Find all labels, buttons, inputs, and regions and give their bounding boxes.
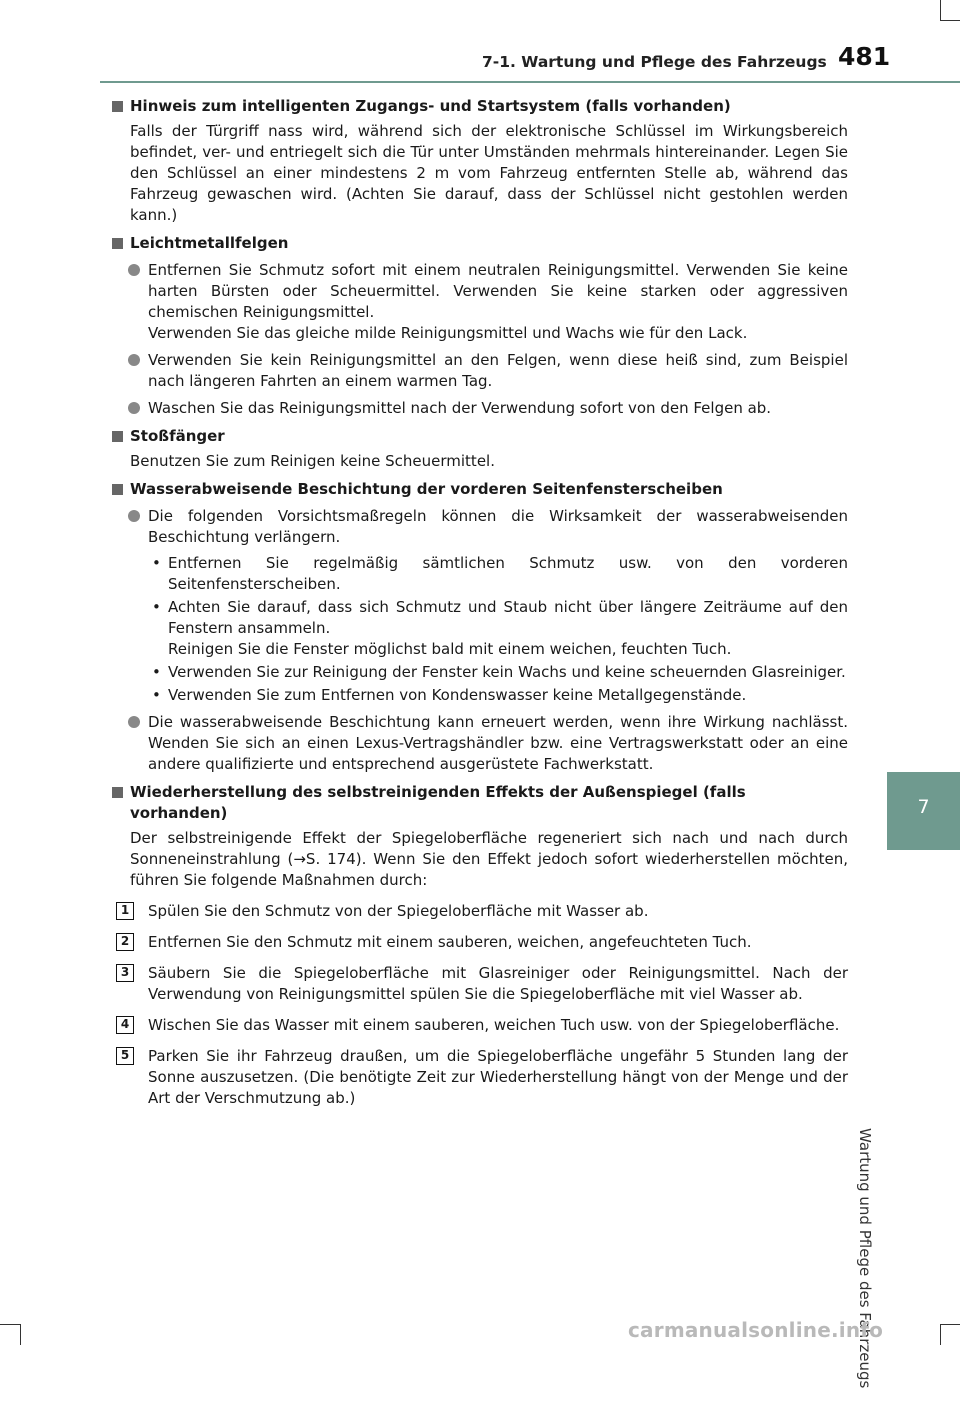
chapter-side-title: Wartung und Pflege des Fahrzeugs <box>856 1128 874 1389</box>
chapter-tab-number: 7 <box>917 796 930 818</box>
square-bullet-icon <box>112 787 123 798</box>
list-item-text: Waschen Sie das Reinigungsmittel nach der Verwendung sofort von den Felgen ab. <box>148 399 772 417</box>
list-item-text: Die folgenden Vorsichtsmaßregeln können die Wirksamkeit der wasserabweisenden Beschichtung verlängern. <box>148 507 848 546</box>
step-item <box>120 932 848 953</box>
square-bullet-icon <box>112 431 123 442</box>
small-dot-icon: • <box>152 663 161 681</box>
crop-mark <box>940 20 960 21</box>
round-bullet-icon <box>128 264 140 276</box>
sub-list-item-text: Achten Sie darauf, dass sich Schmutz und Staub nicht über längere Zeiträume auf den Fenstern ansammeln. <box>168 598 848 637</box>
sub-list-item <box>152 685 848 706</box>
section-heading <box>112 782 848 824</box>
section-heading <box>112 233 848 254</box>
section-title: Wasserabweisende Beschichtung der vorderen Seitenfensterscheiben <box>130 480 723 498</box>
section-title: Wiederherstellung des selbstreinigenden Effekts der Außenspiegel (falls vorhanden) <box>130 783 746 822</box>
square-bullet-icon <box>112 238 123 249</box>
step-text: Säubern Sie die Spiegeloberfläche mit Glasreiniger oder Reinigungsmittel. Nach der Verwendung von Reinigungsmittel spülen Sie die Spiegeloberfläche mit viel Wasser ab. <box>148 964 848 1003</box>
sub-list-item-text: Verwenden Sie zum Entfernen von Kondenswasser keine Metallgegenstände. <box>168 686 747 704</box>
section-heading <box>112 96 848 117</box>
crop-mark <box>940 1324 941 1345</box>
list-item-text: Die wasserabweisende Beschichtung kann erneuert werden, wenn ihre Wirkung nachlässt. Wenden Sie sich an einen Lexus-Vertragshändler bzw. eine Vertragswerkstatt oder an eine andere qualifizierte und entsprechend ausgerüstete Fachwerkstatt. <box>148 713 848 773</box>
sub-list-item <box>152 597 848 660</box>
step-item <box>120 1015 848 1036</box>
round-bullet-icon <box>128 716 140 728</box>
list-item <box>148 398 848 419</box>
small-dot-icon: • <box>152 686 161 704</box>
step-number-badge: 3 <box>116 964 134 982</box>
watermark-site: carmanualsonline.info <box>628 1318 884 1342</box>
round-bullet-icon <box>128 510 140 522</box>
step-item <box>120 963 848 1005</box>
sub-list-item-text: Reinigen Sie die Fenster möglichst bald mit einem weichen, feuchten Tuch. <box>168 640 732 658</box>
section-title: Leichtmetallfelgen <box>130 234 289 252</box>
page-content <box>112 96 848 1109</box>
step-text: Parken Sie ihr Fahrzeug draußen, um die Spiegeloberfläche ungefähr 5 Stunden lang der Sonne auszusetzen. (Die benötigte Zeit zur Wiederherstellung hängt von der Menge und der Art der Verschmutzung ab.) <box>148 1047 848 1107</box>
square-bullet-icon <box>112 484 123 495</box>
paragraph: Der selbstreinigende Effekt der Spiegeloberfläche regeneriert sich nach und nach durch Sonneneinstrahlung (→S. 174). Wenn Sie den Effekt jedoch sofort wiederherstellen möchten, führen Sie folgende Maßnahmen durch: <box>130 829 848 889</box>
crop-mark <box>20 1324 21 1345</box>
list-item <box>148 350 848 392</box>
chapter-tab <box>887 772 960 850</box>
step-item <box>120 1046 848 1109</box>
crop-mark <box>940 1324 960 1325</box>
page-number: 481 <box>838 42 891 71</box>
step-item <box>120 901 848 922</box>
sub-list-item-text: Verwenden Sie zur Reinigung der Fenster kein Wachs und keine scheuernden Glasreiniger. <box>168 663 846 681</box>
sub-list-item <box>152 662 848 683</box>
list-item-text: Verwenden Sie kein Reinigungsmittel an den Felgen, wenn diese heiß sind, zum Beispiel nach längeren Fahrten an einem warmen Tag. <box>148 351 848 390</box>
list-item <box>148 712 848 775</box>
list-item-text: Verwenden Sie das gleiche milde Reinigungsmittel und Wachs wie für den Lack. <box>148 324 748 342</box>
section-title: Stoßfänger <box>130 427 225 445</box>
section-heading <box>112 426 848 447</box>
chapter-heading: 7-1. Wartung und Pflege des Fahrzeugs <box>482 53 827 71</box>
step-number-badge: 1 <box>116 902 134 920</box>
round-bullet-icon <box>128 402 140 414</box>
step-text: Wischen Sie das Wasser mit einem sauberen, weichen Tuch usw. von der Spiegeloberfläche. <box>148 1016 840 1034</box>
sub-list-item-text: Entfernen Sie regelmäßig sämtlichen Schmutz usw. von den vorderen Seitenfensterscheiben. <box>168 554 848 593</box>
list-item <box>148 260 848 344</box>
square-bullet-icon <box>112 101 123 112</box>
paragraph: Benutzen Sie zum Reinigen keine Scheuermittel. <box>130 452 495 470</box>
small-dot-icon: • <box>152 598 161 616</box>
step-number-badge: 4 <box>116 1016 134 1034</box>
crop-mark <box>0 1324 20 1325</box>
sub-list-item <box>152 553 848 595</box>
step-number-badge: 2 <box>116 933 134 951</box>
section-title: Hinweis zum intelligenten Zugangs- und Startsystem (falls vorhanden) <box>130 97 731 115</box>
step-text: Entfernen Sie den Schmutz mit einem sauberen, weichen, angefeuchteten Tuch. <box>148 933 752 951</box>
section-heading <box>112 479 848 500</box>
list-item <box>148 506 848 548</box>
step-text: Spülen Sie den Schmutz von der Spiegeloberfläche mit Wasser ab. <box>148 902 649 920</box>
header-rule <box>100 81 960 83</box>
paragraph: Falls der Türgriff nass wird, während sich der elektronische Schlüssel im Wirkungsbereich befindet, ver- und entriegelt sich die Tür unter Umständen mehrmals hintereinander. Legen Sie den Schlüssel an einer mindestens 2 m vom Fahrzeug entfernten Stelle ab, während das Fahrzeug gewaschen wird. (Achten Sie darauf, dass der Schlüssel nicht gestohlen werden kann.) <box>130 122 848 224</box>
small-dot-icon: • <box>152 554 161 572</box>
list-item-text: Entfernen Sie Schmutz sofort mit einem neutralen Reinigungsmittel. Verwenden Sie keine harten Bürsten oder Scheuermittel. Verwenden Sie keine starken oder aggressiven chemischen Reinigungsmittel. <box>148 261 848 321</box>
crop-mark <box>940 0 941 20</box>
round-bullet-icon <box>128 354 140 366</box>
step-number-badge: 5 <box>116 1047 134 1065</box>
